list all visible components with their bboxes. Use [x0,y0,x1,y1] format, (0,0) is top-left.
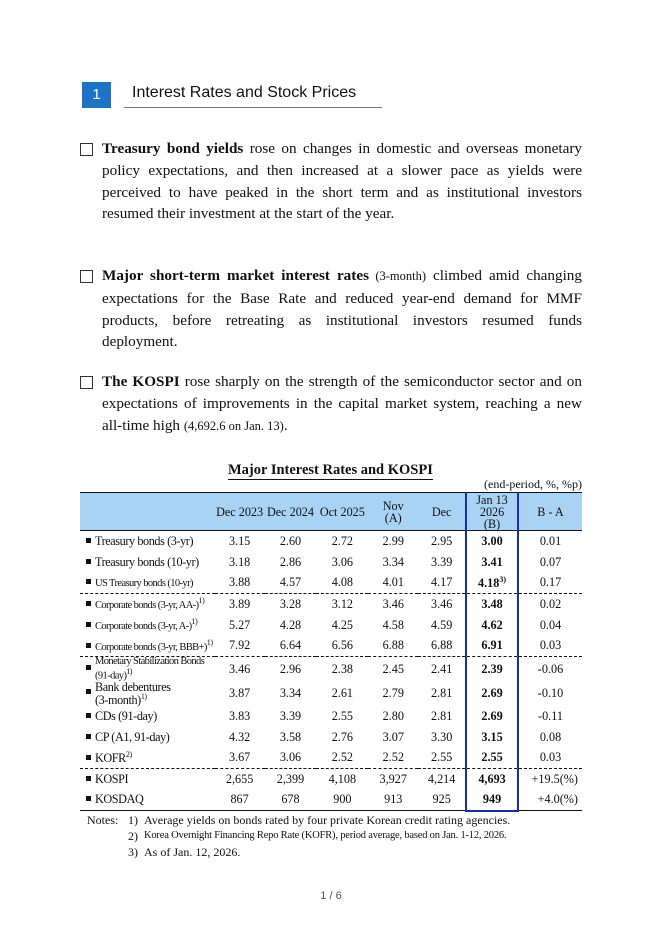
table-cell: 3.15 [228,533,251,548]
table-cell: 4.17 [430,575,453,590]
header-dec: Dec [418,493,466,531]
header-blank [80,493,215,531]
table-cell: 2.38 [316,657,368,682]
table-cell: 6.88 [382,638,404,653]
table-cell: 6.64 [279,638,302,653]
table-cell: 4.01 [382,575,404,590]
table-cell: 3.06 [331,554,354,569]
table-cell: 913 [368,790,418,811]
header-oct-2025: Oct 2025 [316,493,368,531]
table-cell: 4,108 [316,769,368,790]
square-bullet-icon [86,776,91,781]
table-cell: 5.27 [228,617,251,632]
table-cell: 3.34 [279,686,302,700]
square-bullet-icon [86,755,91,760]
table-cell: 0.03 [539,750,562,765]
square-bullet-icon [86,601,91,606]
table-cell: 2.52 [382,750,404,765]
row-label: Treasury bonds (3-yr) [80,531,215,552]
paragraph-lead: Treasury bond yields [102,140,244,157]
table-cell: 0.02 [518,594,582,615]
table-cell: 3.46 [215,657,265,682]
table-cell: 0.08 [539,729,562,744]
table-cell: 3.34 [382,554,404,569]
note-number: 2) [128,829,138,843]
paragraph-tail: . [283,416,288,434]
section-number: 1 [82,82,111,108]
table-cell: 678 [265,790,317,811]
table-cell: 4.28 [279,617,302,632]
paragraph-kospi [80,371,582,437]
paragraph-short-term [80,265,582,353]
table-cell: 3.12 [316,594,368,615]
table-cell: 3.46 [368,594,418,615]
table-row [80,531,582,552]
table-cell: 3.30 [430,729,453,744]
table-cell: 2.41 [418,657,466,682]
header-diff: B - A [518,493,582,531]
table-cell: 949 [466,790,518,811]
table-title: Major Interest Rates and KOSPI [228,462,433,478]
table-cell: 0.17 [539,575,562,590]
table-row [80,552,582,573]
square-bullet-icon [86,796,91,801]
table-cell: 2.76 [331,729,354,744]
table-cell: -0.06 [518,657,582,682]
table-cell: 3.48 [466,594,518,615]
table-cell: 6.56 [331,638,354,653]
table-row [80,727,582,748]
table-cell: 2.52 [331,750,354,765]
paragraph-text: rose sharply on the strength of the semiconductor sector and on expectations of improvements in the capital market system, reaching a new all-time high [102,373,582,434]
table-row [80,594,582,615]
row-label: KOSPI [80,769,215,790]
table-units: (end-period, %, %p) [484,477,582,491]
header-dec-2023: Dec 2023 [215,493,265,531]
square-bullet-icon [86,643,91,648]
table-cell: 2.55 [331,708,354,723]
table-row [80,790,582,811]
table-cell: 2.39 [466,657,518,682]
table-cell: 3.39 [279,708,302,723]
table-cell: 3.88 [228,575,251,590]
row-label: Corporate bonds (3-yr, A-)$^{1)}$ [80,615,215,636]
bullet-box-icon [80,376,93,389]
square-bullet-icon [86,734,91,739]
square-bullet-icon [86,665,91,670]
table-cell: 3.15 [466,727,518,748]
paragraph-note: (4,692.6 on Jan. 13) [183,418,284,433]
table-cell: 867 [215,790,265,811]
table-cell: -0.10 [537,686,564,700]
table-cell: 3.87 [228,686,251,700]
table-cell: -0.11 [538,708,563,723]
table-cell: 2.55 [430,750,453,765]
row-label: Corporate bonds (3-yr, AA-)$^{1)}$ [80,594,215,615]
table-cell: +4.0(%) [518,790,582,811]
row-label: KOSDAQ [80,790,215,811]
table-row [80,706,582,727]
table-cell: 7.92 [228,638,251,653]
square-bullet-icon [86,622,91,627]
table-cell: 2.45 [368,657,418,682]
table-cell: 0.03 [539,638,562,653]
table-cell: 4.62 [466,615,518,636]
row-label: Corporate bonds (3-yr, BBB+)$^{1)}$ [80,636,215,657]
table-cell: 2,655 [215,769,265,790]
table-cell: 2.99 [382,533,404,548]
header-dec-2024: Dec 2024 [265,493,317,531]
table-row [80,636,582,657]
table-cell: 4,693 [466,769,518,790]
table-cell: 0.07 [539,554,562,569]
table-cell: 2.81 [430,708,453,723]
table-cell: 3.39 [430,554,453,569]
square-bullet-icon [86,559,91,564]
note-text: Average yields on bonds rated by four private Korean credit rating agencies. [144,813,511,827]
table-row [80,657,582,682]
table-row [80,769,582,790]
table-cell: 4.18$^{3)}$ [466,573,518,594]
table-cell: 3.18 [228,554,251,569]
table-header-row [80,493,582,531]
table-cell: 2.69 [466,706,518,727]
table-cell: 3.06 [279,750,302,765]
header-nov: Nov (A) [368,493,418,531]
table-row [80,682,582,706]
table-cell: 2.55 [466,748,518,769]
table-cell: 4.25 [331,617,354,632]
row-label: Treasury bonds (10-yr) [80,552,215,573]
table-cell: 2.95 [430,533,453,548]
bullet-box-icon [80,270,93,283]
table-cell: 3.83 [228,708,251,723]
note-number: 1) [128,813,138,827]
table-row [80,573,582,594]
row-label: Bank debentures (3-month)$^{1)}$ [80,682,215,706]
table-cell: 4.57 [279,575,302,590]
table-cell: 4.58 [382,617,404,632]
rates-table [80,492,582,812]
table-cell: 3.07 [382,729,404,744]
square-bullet-icon [86,538,91,543]
row-label: CDs (91-day) [80,706,215,727]
table-cell: 2.86 [279,554,302,569]
paragraph-lead: Major short-term market interest rates [102,267,369,284]
paragraph-treasury [80,138,582,225]
table-cell: 2.79 [382,686,404,700]
table-cell: 900 [316,790,368,811]
table-cell: 0.04 [539,617,562,632]
row-label: Monetary Stabilization Bonds $(91-day)^{1)}$ [80,657,215,682]
table-cell: 2.60 [279,533,302,548]
note-number: 3) [128,845,138,859]
notes-label: Notes: [87,813,119,827]
paragraph-note: (3-month) [368,269,427,283]
paragraph-text: climbed amid changing expectations for the Base Rate and reduced year-end demand for MMF products, before retreating as institutional investors resumed funds deployment. [102,267,582,351]
table-cell: 2.81 [430,686,453,700]
header-jan-2026: Jan 13 2026 (B) [466,493,518,531]
bullet-box-icon [80,143,93,156]
square-bullet-icon [86,689,91,694]
row-label: US Treasury bonds (10-yr) [80,573,215,594]
table-cell: 3.00 [466,531,518,552]
note-text: As of Jan. 12, 2026. [144,845,241,859]
table-cell: 2,399 [265,769,317,790]
table-row [80,748,582,769]
table-cell: 925 [418,790,466,811]
table-cell: 3.58 [279,729,302,744]
note-text: Korea Overnight Financing Repo Rate (KOFR), period average, based on Jan. 1-12, 2026. [144,830,507,841]
page-number: 1 / 6 [320,890,342,902]
table-cell: 6.91 [466,636,518,657]
table-cell: 2.72 [331,533,354,548]
table-cell: +19.5(%) [518,769,582,790]
table-cell: 3,927 [368,769,418,790]
table-cell: 3.46 [418,594,466,615]
square-bullet-icon [86,713,91,718]
table-cell: 0.01 [539,533,562,548]
table-cell: 4.59 [430,617,453,632]
table-cell: 2.61 [331,686,354,700]
table-cell: 4.08 [331,575,354,590]
table-row [80,615,582,636]
table-cell: 3.67 [228,750,251,765]
table-cell: 3.89 [215,594,265,615]
table-cell: 2.96 [265,657,317,682]
square-bullet-icon [86,579,91,584]
section-underline [124,107,382,108]
paragraph-text: rose on changes in domestic and overseas monetary policy expectations, and then increased at a slower pace as yields were perceived to have peaked in the short term and as institutional investors resumed their investment at the start of the year. [102,140,582,223]
paragraph-lead: The KOSPI [102,373,180,390]
row-label: KOFR$^{2)}$ [80,748,215,769]
table-cell: 2.80 [382,708,404,723]
table-cell: 4.32 [228,729,251,744]
section-title: Interest Rates and Stock Prices [132,84,357,101]
table-cell: 6.88 [430,638,453,653]
table-cell: 4,214 [418,769,466,790]
table-cell: 3.41 [466,552,518,573]
table-cell: 3.28 [265,594,317,615]
notes [87,812,511,860]
row-label: CP (A1, 91-day) [80,727,215,748]
table-cell: 2.69 [466,682,518,706]
